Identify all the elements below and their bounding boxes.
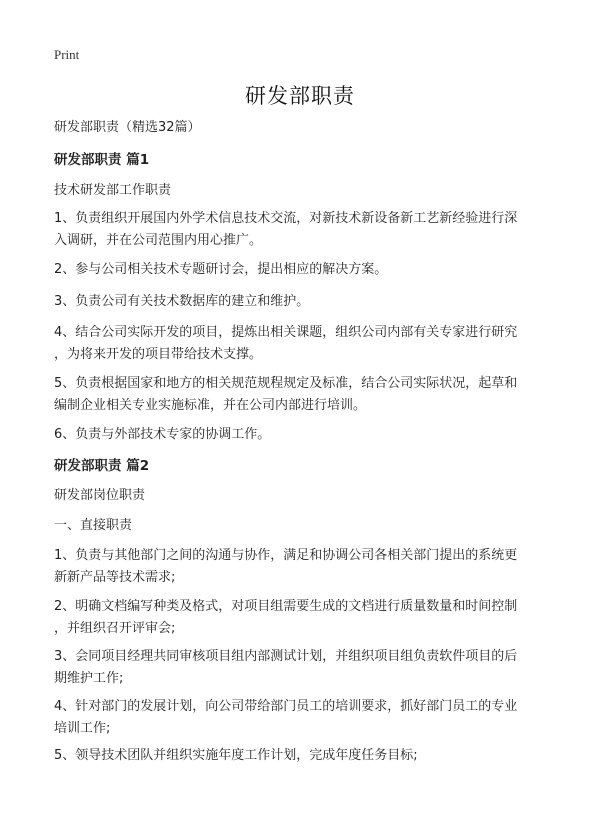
list-item bbox=[54, 259, 554, 281]
list-item-line: 期维护工作; bbox=[54, 671, 124, 686]
list-item bbox=[54, 646, 554, 690]
list-item bbox=[54, 596, 554, 640]
list-item-line: 3、会同项目经理共同审核项目组内部测试计划，并组织项目组负责软件项目的后 bbox=[54, 649, 518, 664]
list-item-line: 1、负责组织开展国内外学术信息技术交流，对新技术新设备新工艺新经验进行深 bbox=[54, 211, 518, 226]
list-item bbox=[54, 745, 554, 767]
list-item-line: 5、负责根据国家和地方的相关规范规程规定及标准，结合公司实际状况，起草和 bbox=[54, 376, 518, 391]
list-item-line: 4、针对部门的发展计划，向公司带给部门员工的培训要求，抓好部门员工的专业 bbox=[54, 699, 518, 714]
list-item bbox=[54, 322, 554, 366]
list-item bbox=[54, 424, 554, 446]
print-label: Print bbox=[54, 47, 80, 62]
list-item bbox=[54, 291, 554, 313]
document-subtitle: 研发部职责（精选32篇） bbox=[54, 120, 201, 135]
list-item-line: 4、结合公司实际开发的项目，提炼出相关课题，组织公司内部有关专家进行研究 bbox=[54, 325, 518, 340]
list-item-line: ，为将来开发的项目带给技术支撑。 bbox=[54, 347, 263, 362]
list-item-line: 入调研，并在公司范围内用心推广。 bbox=[54, 233, 263, 248]
section-intro-2: 研发部岗位职责 bbox=[54, 488, 146, 503]
list-item-line: 新新产品等技术需求; bbox=[54, 570, 176, 585]
list-item bbox=[54, 208, 554, 252]
section-subheading: 一、直接职责 bbox=[54, 518, 133, 533]
document-title: 研发部职责 bbox=[245, 84, 355, 108]
section-heading-1: 研发部职责 篇1 bbox=[54, 152, 150, 168]
list-item-line: 2、明确文档编写种类及格式，对项目组需要生成的文档进行质量数量和时间控制 bbox=[54, 599, 518, 614]
list-item-line: 1、负责与其他部门之间的沟通与协作，满足和协调公司各相关部门提出的系统更 bbox=[54, 548, 518, 563]
list-item-line: ，并组织召开评审会; bbox=[54, 621, 176, 636]
section-intro-1: 技术研发部工作职责 bbox=[54, 183, 172, 198]
list-item-line: 5、领导技术团队并组织实施年度工作计划，完成年度任务目标; bbox=[54, 748, 418, 763]
list-item-line: 3、负责公司有关技术数据库的建立和维护。 bbox=[54, 294, 310, 309]
list-item-line: 6、负责与外部技术专家的协调工作。 bbox=[54, 427, 271, 442]
list-item bbox=[54, 696, 554, 740]
list-item bbox=[54, 373, 554, 417]
section-heading-2: 研发部职责 篇2 bbox=[54, 458, 150, 474]
list-item bbox=[54, 545, 554, 589]
list-item-line: 2、参与公司相关技术专题研讨会，提出相应的解决方案。 bbox=[54, 262, 388, 277]
list-item-line: 培训工作; bbox=[54, 721, 111, 736]
list-item-line: 编制企业相关专业实施标准，并在公司内部进行培训。 bbox=[54, 398, 367, 413]
